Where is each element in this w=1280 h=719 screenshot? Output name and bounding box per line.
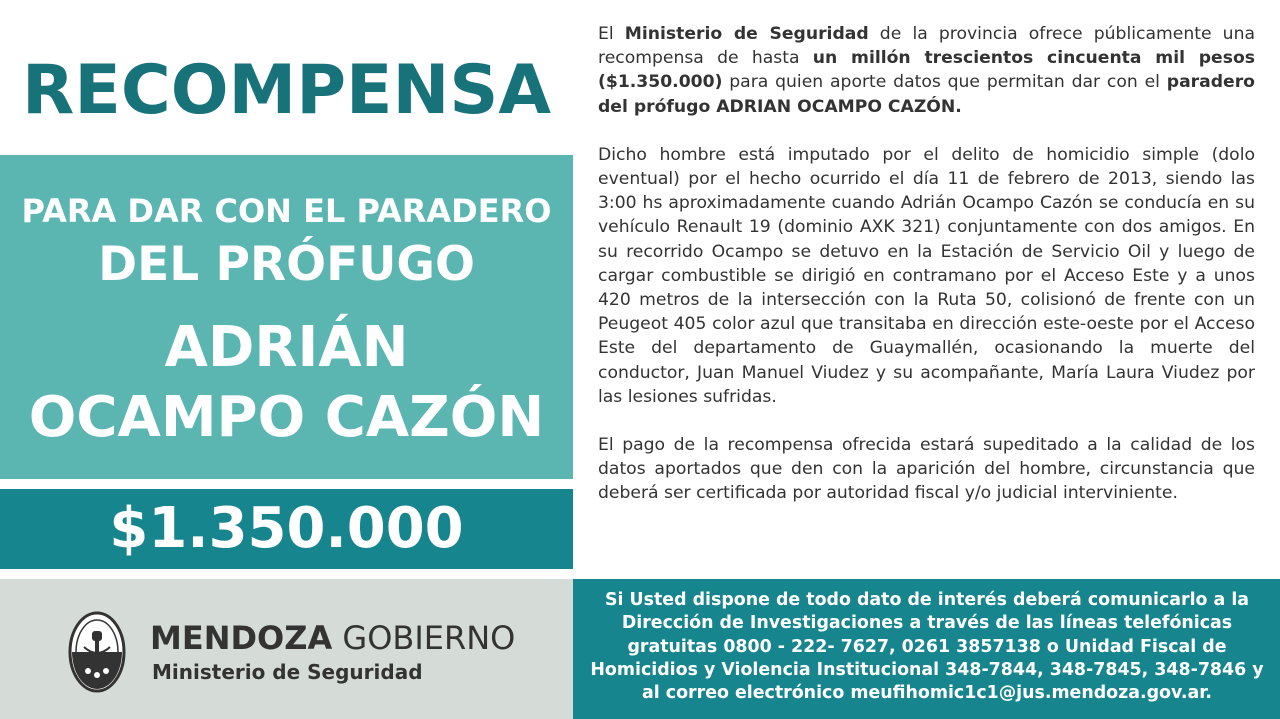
headline-area [0, 0, 573, 155]
offer-amount: un millón trescientos cincuenta mil pesos ($1.350.000) [598, 48, 1255, 93]
fugitive-name-line-1: ADRIÁN [164, 315, 409, 380]
fugitive-name [0, 313, 573, 453]
paragraph-incident: Dicho hombre está imputado por el delito de homicidio simple (dolo eventual) por el hecho ocurrido el día 11 de febrero de 2013, siendo las 3:00 hs aproximadamente cuando Adrián Ocampo Cazón se conducía en su vehículo Renault 19 (dominio AXK 321) conjuntamente con dos amigos. En su recorrido Ocampo se detuvo en la Estación de Servicio Oil y luego de cargar combustible se dirigió en contramano por el Acceso Este y a unos 420 metros de la intersección con la Ruta 50, colisionó de frente con un Peugeot 405 color azul que transitaba en dirección este-oeste por el Acceso Este del departamento de Guaymallén, ocasionando la muerte del conductor, Juan Manuel Viudez y su acompañante, María Laura Viudez por las lesiones sufridas. [598, 144, 1255, 407]
announcement-body [598, 22, 1255, 506]
offer-text-2: de la provincia ofrece públicamente una recompensa de hasta [598, 24, 1255, 69]
offer-fugitive: paradero del prófugo ADRIAN OCAMPO CAZÓN. [598, 72, 1255, 117]
ministry-name: Ministerio de Seguridad [152, 660, 423, 684]
panel-line-2: DEL PRÓFUGO [98, 237, 475, 292]
government-name [150, 619, 560, 657]
reward-amount: $1.350.000 [109, 496, 464, 561]
offer-text-3: para quien aporte datos que permitan dar con el [722, 72, 1167, 93]
paragraph-offer [598, 22, 1255, 119]
mendoza-coat-of-arms-icon [68, 611, 126, 693]
reward-amount-bar [0, 489, 573, 569]
panel-line-1: PARA DAR CON EL PARADERO [21, 192, 552, 230]
fugitive-name-line-2: OCAMPO CAZÓN [28, 385, 545, 450]
government-name-bold: MENDOZA [150, 619, 333, 657]
government-logo-area [0, 579, 573, 719]
headline: RECOMPENSA [22, 51, 551, 130]
offer-ministry: Ministerio de Seguridad [624, 24, 869, 44]
fugitive-panel [0, 155, 573, 479]
contact-info: Si Usted dispone de todo dato de interés deberá comunicarlo a la Dirección de Investigaciones a través de las líneas telefónicas gratuitas 0800 - 222- 7627, 0261 3857138 o Unidad Fiscal de Homicidios y Violencia Institucional 348-7844, 348-7845, 348-7846 y al correo electrónico meufihomic1c1@jus.mendoza.gov.ar. [590, 590, 1264, 704]
contact-box [573, 579, 1280, 719]
paragraph-payment-terms: El pago de la recompensa ofrecida estará supeditado a la calidad de los datos aportados que den con la aparición del hombre, circunstancia que deberá ser certificada por autoridad fiscal y/o judicial interviniente. [598, 435, 1255, 504]
government-name-rest: GOBIERNO [332, 619, 516, 657]
offer-text-1: El [598, 24, 625, 44]
